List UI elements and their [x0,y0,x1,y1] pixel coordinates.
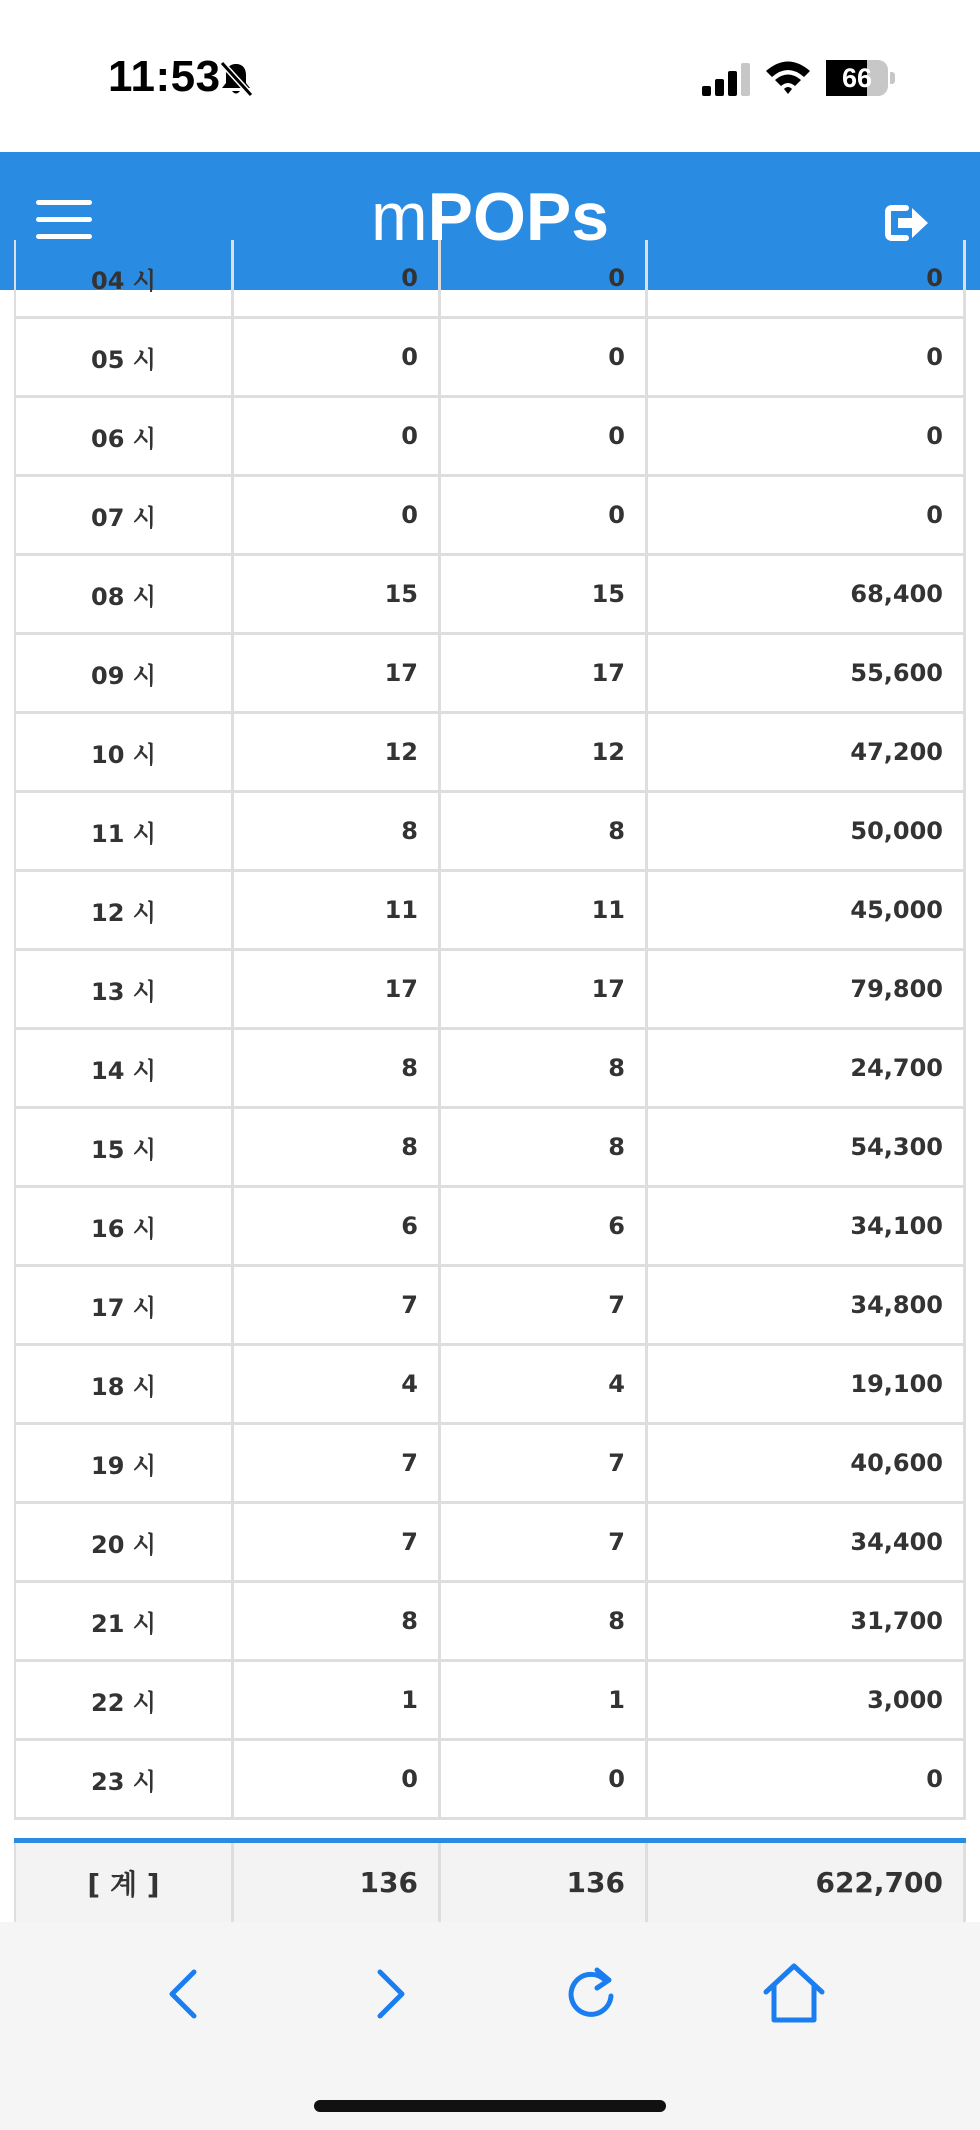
hour-cell: 06 시 [14,398,234,474]
count-b-cell: 17 [441,635,648,711]
count-b-cell: 15 [441,556,648,632]
count-a-cell: 0 [234,1741,441,1817]
count-b-cell: 6 [441,1188,648,1264]
amount-cell: 3,000 [648,1662,966,1738]
hour-cell: 16 시 [14,1188,234,1264]
amount-cell: 34,100 [648,1188,966,1264]
amount-cell: 50,000 [648,793,966,869]
total-count-a: 136 [234,1843,441,1922]
count-a-cell: 17 [234,951,441,1027]
count-b-cell: 8 [441,1030,648,1106]
count-a-cell: 4 [234,1346,441,1422]
count-a-cell: 8 [234,1109,441,1185]
amount-cell: 0 [648,1741,966,1817]
amount-cell: 0 [648,477,966,553]
table-row [14,556,966,635]
hour-cell: 05 시 [14,319,234,395]
hour-cell: 15 시 [14,1109,234,1185]
count-b-cell: 17 [441,951,648,1027]
count-a-cell: 0 [234,240,441,316]
table-row [14,1109,966,1188]
hour-cell: 12 시 [14,872,234,948]
hour-cell: 21 시 [14,1583,234,1659]
amount-cell: 0 [648,240,966,316]
hour-cell: 13 시 [14,951,234,1027]
hour-cell: 14 시 [14,1030,234,1106]
hour-cell: 04 시 [14,240,234,316]
app-title-main: POPs [427,179,610,255]
home-icon[interactable] [758,1958,830,2030]
battery-indicator [826,60,894,96]
status-bar [0,0,980,152]
count-a-cell: 0 [234,319,441,395]
amount-cell: 34,400 [648,1504,966,1580]
battery-tip [890,72,895,84]
cellular-signal-icon [702,62,750,96]
hour-cell: 18 시 [14,1346,234,1422]
table-row [14,240,966,319]
count-b-cell: 0 [441,398,648,474]
amount-cell: 40,600 [648,1425,966,1501]
table-row [14,872,966,951]
battery-level: 66 [841,63,873,93]
logout-icon[interactable] [884,202,930,244]
count-b-cell: 0 [441,319,648,395]
amount-cell: 31,700 [648,1583,966,1659]
table-row [14,1267,966,1346]
count-a-cell: 7 [234,1425,441,1501]
table-row [14,1030,966,1109]
count-b-cell: 0 [441,240,648,316]
count-a-cell: 0 [234,398,441,474]
table-row [14,635,966,714]
count-b-cell: 1 [441,1662,648,1738]
chevron-right-icon[interactable] [354,1958,426,2030]
table-row [14,1583,966,1662]
amount-cell: 45,000 [648,872,966,948]
count-b-cell: 11 [441,872,648,948]
amount-cell: 19,100 [648,1346,966,1422]
amount-cell: 55,600 [648,635,966,711]
table-row [14,477,966,556]
browser-toolbar [0,1922,980,2130]
amount-cell: 0 [648,398,966,474]
amount-cell: 79,800 [648,951,966,1027]
status-time: 11:53 [108,52,221,101]
table-row [14,319,966,398]
count-a-cell: 1 [234,1662,441,1738]
battery-body [826,60,888,96]
count-b-cell: 4 [441,1346,648,1422]
amount-cell: 24,700 [648,1030,966,1106]
count-b-cell: 8 [441,1583,648,1659]
hour-cell: 22 시 [14,1662,234,1738]
table-row [14,793,966,872]
chevron-left-icon[interactable] [150,1958,222,2030]
total-count-b: 136 [441,1843,648,1922]
bell-muted-icon [218,60,254,98]
hour-cell: 17 시 [14,1267,234,1343]
count-a-cell: 15 [234,556,441,632]
table-row [14,714,966,793]
table-row [14,1504,966,1583]
hour-cell: 07 시 [14,477,234,553]
hour-cell: 10 시 [14,714,234,790]
hourly-table[interactable] [14,264,966,1922]
hour-cell: 09 시 [14,635,234,711]
total-amount: 622,700 [648,1843,966,1922]
count-a-cell: 11 [234,872,441,948]
amount-cell: 34,800 [648,1267,966,1343]
table-body [14,240,966,1820]
amount-cell: 54,300 [648,1109,966,1185]
count-b-cell: 0 [441,477,648,553]
table-row [14,398,966,477]
count-b-cell: 7 [441,1504,648,1580]
table-row [14,1346,966,1425]
hour-cell: 19 시 [14,1425,234,1501]
hour-cell: 11 시 [14,793,234,869]
count-b-cell: 7 [441,1425,648,1501]
table-row [14,1425,966,1504]
table-row [14,1188,966,1267]
count-b-cell: 8 [441,1109,648,1185]
amount-cell: 47,200 [648,714,966,790]
count-a-cell: 0 [234,477,441,553]
count-b-cell: 0 [441,1741,648,1817]
hour-cell: 08 시 [14,556,234,632]
count-a-cell: 8 [234,793,441,869]
count-b-cell: 8 [441,793,648,869]
amount-cell: 0 [648,319,966,395]
home-indicator [314,2100,666,2112]
reload-icon[interactable] [555,1958,627,2030]
app-title-prefix: m [370,179,428,255]
wifi-icon [764,58,812,96]
table-row [14,951,966,1030]
total-row [14,1838,966,1922]
count-a-cell: 8 [234,1030,441,1106]
count-a-cell: 17 [234,635,441,711]
count-a-cell: 12 [234,714,441,790]
count-b-cell: 7 [441,1267,648,1343]
table-row [14,1662,966,1741]
count-a-cell: 7 [234,1504,441,1580]
count-b-cell: 12 [441,714,648,790]
count-a-cell: 6 [234,1188,441,1264]
count-a-cell: 8 [234,1583,441,1659]
total-label: [ 계 ] [14,1843,234,1922]
hour-cell: 20 시 [14,1504,234,1580]
count-a-cell: 7 [234,1267,441,1343]
hour-cell: 23 시 [14,1741,234,1817]
table-row [14,1741,966,1820]
amount-cell: 68,400 [648,556,966,632]
